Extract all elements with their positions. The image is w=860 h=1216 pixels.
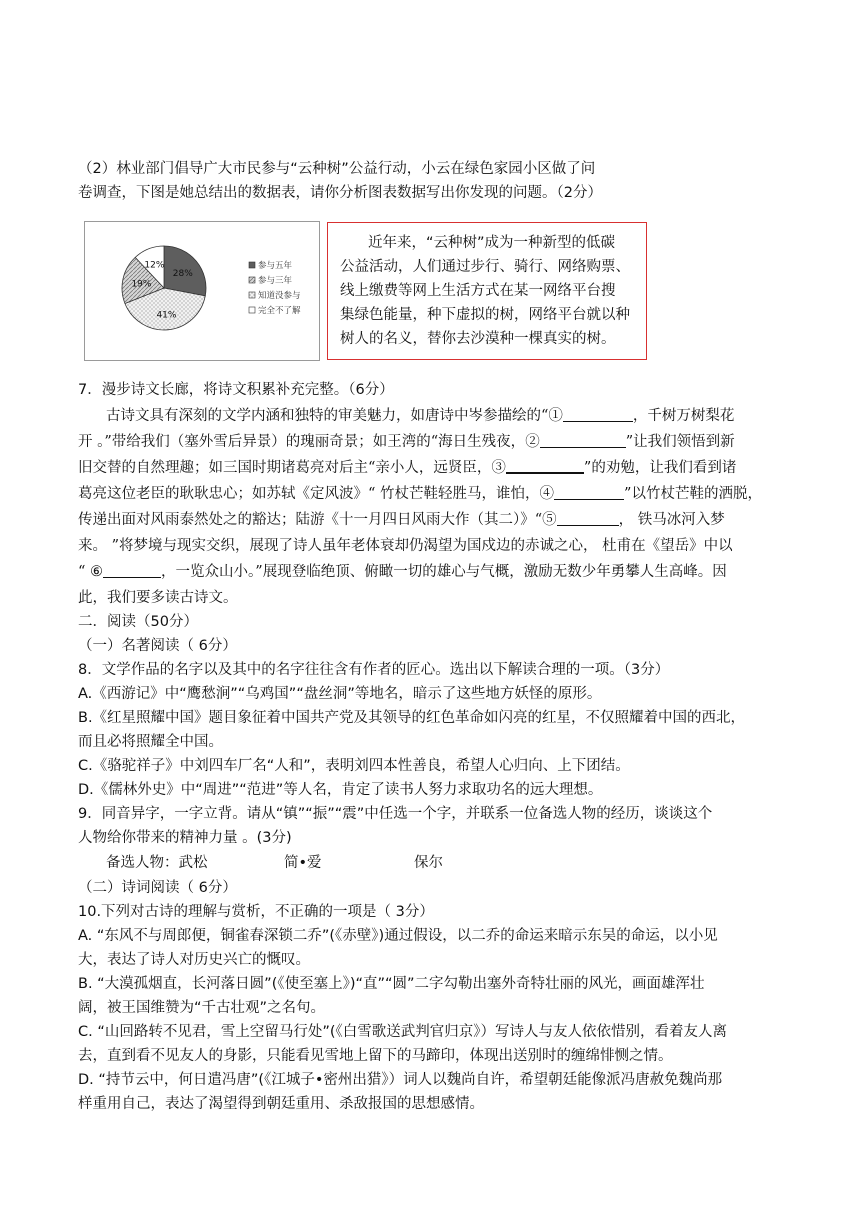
section-2-title: 二．阅读（50分）	[78, 614, 198, 630]
info-line-1: 近年来，“云种树”成为一种新型的低碳	[368, 235, 616, 251]
q10-option-a-2[interactable]: 大，表达了诗人对历史兴亡的慨叹。	[78, 952, 310, 968]
legend-swatch	[249, 262, 255, 268]
legend-label: 完全不了解	[258, 306, 301, 316]
q10-stem: 10.下列对古诗的理解与赏析，不正确的一项是（ 3分）	[78, 904, 434, 920]
blank-number: ④	[539, 486, 555, 502]
q10-option-d-1[interactable]: D. “持节云中，何日遣冯唐”(《江城子•密州出猎》）词人以魏尚自许，希望朝廷能像派冯唐赦免魏尚那	[78, 1072, 723, 1088]
q7-text: ”以竹杖芒鞋的洒脱，	[624, 486, 762, 502]
q8-option-a[interactable]: A.《西游记》中“鹰愁涧”“乌鸡国”“盘丝洞”等地名，暗示了这些地方妖怪的原形。	[78, 686, 602, 702]
blank-6[interactable]	[103, 561, 161, 578]
blank-4[interactable]	[554, 483, 624, 500]
q8-stem: 8．文学作品的名字以及其中的名字往往含有作者的匠心。选出以下解读合理的一项。（3分）	[78, 662, 670, 678]
q8-option-c[interactable]: C.《骆驼祥子》中刘四车厂名“人和”，表明刘四本性善良，希望人心归向、上下团结。	[78, 758, 630, 774]
q7-line-6: 来。 ”将梦境与现实交织，展现了诗人虽年老体衰却仍渴望为国戍边的赤诚之心， 杜甫在《望岳》中以	[78, 538, 733, 554]
q10-option-d-2[interactable]: 样重用自己，表达了渴望得到朝廷重用、杀敌报国的思想感情。	[78, 1096, 484, 1112]
q7-text: ”让我们领悟到新	[625, 434, 735, 450]
info-line-5: 树人的名义，替你去沙漠种一棵真实的树。	[340, 331, 616, 347]
info-line-2: 公益活动，人们通过步行、骑行、网络购票、	[340, 259, 630, 275]
legend-swatch	[249, 277, 255, 283]
legend-label: 知道没参与	[258, 291, 301, 301]
q7-line-4	[78, 482, 762, 506]
q7-line-7	[78, 560, 727, 584]
blank-number: ⑤	[542, 512, 557, 528]
q10-option-c-2[interactable]: 去，直到看不见友人的身影，只能看见雪地上留下的马蹄印，体现出送别时的缠绵悱恻之情。	[78, 1048, 673, 1064]
legend-label: 参与三年	[258, 276, 293, 286]
pie-value-label: 28%	[172, 268, 193, 279]
pie-chart-svg	[85, 222, 319, 360]
q7-text: 开 。”带给我们（塞外雪后异景）的瑰丽奇景；如王湾的“海日生残夜，	[78, 434, 526, 450]
section-2-sub-1: （一）名著阅读（ 6分）	[78, 638, 237, 654]
q7-line-3	[78, 456, 736, 480]
info-line-3: 线上缴费等网上生活方式在某一网络平台搜	[340, 283, 616, 299]
q7-line-5	[78, 508, 725, 532]
blank-number: ①	[548, 408, 563, 424]
q7-text: 古诗文具有深刻的文学内涵和独特的审美魅力，如唐诗中岑参描绘的“	[106, 408, 549, 424]
blank-5[interactable]	[557, 509, 619, 526]
q7-text: ，千树万树梨花	[632, 408, 735, 424]
q6-line-2: 卷调查，下图是她总结出的数据表，请你分析图表数据写出你发现的问题。（2分）	[78, 185, 602, 201]
candidate-3: 保尔	[414, 855, 443, 871]
q7-text: 葛亮这位老臣的耿耿忠心；如苏轼《定风波》“ 竹杖芒鞋轻胜马，谁怕，	[78, 486, 540, 502]
legend-swatch	[249, 292, 255, 298]
pie-value-label: 41%	[156, 310, 177, 321]
q7-title: 7．漫步诗文长廊，将诗文积累补充完整。（6分）	[78, 382, 394, 398]
blank-number: ⑥	[90, 564, 104, 580]
info-line-4: 集绿色能量，种下虚拟的树，网络平台就以种	[340, 307, 630, 323]
blank-number: ②	[525, 434, 540, 450]
legend-label: 参与五年	[258, 261, 293, 271]
q9-line-1: 9．同音异字，一字立背。请从“镇”“振”“震”中任选一个字，并联系一位备选人物的经历，谈谈这个	[78, 806, 713, 822]
q7-text: ”的劝勉，让我们看到诸	[583, 460, 737, 476]
section-2-sub-2: （二）诗词阅读（ 6分）	[78, 880, 237, 896]
q8-option-d[interactable]: D.《儒林外史》中“周进”“范进”等人名，肯定了读书人努力求取功名的远大理想。	[78, 782, 603, 798]
blank-number: ③	[491, 460, 506, 476]
pie-value-label: 19%	[131, 279, 152, 290]
blank-2[interactable]	[540, 431, 626, 448]
q6-line-1: （2）林业部门倡导广大市民参与“云种树”公益行动，小云在绿色家园小区做了问	[78, 161, 596, 177]
q9-candidates	[106, 851, 208, 875]
cloud-tree-info-box	[327, 222, 647, 360]
q10-option-b-2[interactable]: 阔，被王国维赞为“千古壮观”之名句。	[78, 1000, 326, 1016]
q10-option-a-1[interactable]: A. “东风不与周郎便，铜雀春深锁二乔”(《赤壁》)通过假设，以二乔的命运来暗示东吴的命运，以小见	[78, 928, 718, 944]
q7-text: ，一览众山小。”展现登临绝顶、俯瞰一切的雄心与气概，激励无数少年勇攀人生高峰。因	[161, 564, 727, 580]
pie-value-label: 12%	[144, 260, 165, 271]
legend-swatch	[249, 307, 255, 313]
q7-text: 传递出面对风雨泰然处之的豁达；陆游《十一月四日风雨大作（其二）》“	[78, 512, 543, 528]
q8-option-b-1[interactable]: B.《红星照耀中国》题目象征着中国共产党及其领导的红色革命如闪亮的红星，不仅照耀着中国的西北，	[78, 710, 746, 726]
q7-text: 旧交替的自然理趣；如三国时期诸葛亮对后主“亲小人，远贤臣，	[78, 460, 492, 476]
candidate-2: 简•爱	[284, 855, 322, 871]
q7-text: “	[78, 564, 91, 580]
q7-text: ， 铁马冰河入梦	[618, 512, 725, 528]
candidate-1: 备选人物：武松	[106, 855, 208, 871]
q9-line-2: 人物给你带来的精神力量 。(3分)	[78, 830, 292, 846]
blank-3[interactable]	[506, 456, 584, 474]
q8-option-b-2[interactable]: 而且必将照耀全中国。	[78, 734, 223, 750]
q10-option-b-1[interactable]: B. “大漠孤烟直，长河落日圆”(《使至塞上》)“直”“圆”二字勾勒出塞外奇特壮丽的风光，画面雄浑壮	[78, 976, 705, 992]
q7-line-8: 此，我们要多读古诗文。	[78, 590, 238, 606]
q7-line-2	[78, 430, 735, 454]
q10-option-c-1[interactable]: C. “山回路转不见君，雪上空留马行处”(《白雪歌送武判官归京》）写诗人与友人依依惜别，看着友人离	[78, 1024, 728, 1040]
q7-line-1	[106, 404, 734, 428]
survey-pie-chart	[84, 221, 320, 361]
blank-1[interactable]	[563, 405, 633, 422]
